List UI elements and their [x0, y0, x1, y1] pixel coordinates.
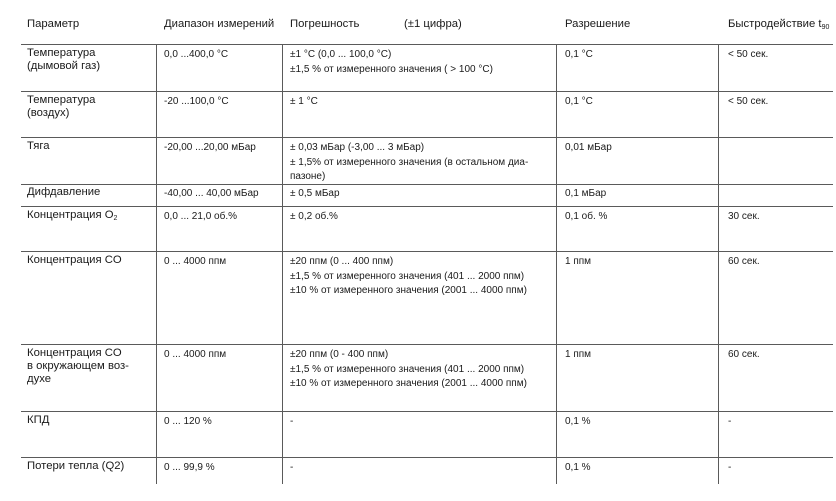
row-heatloss-resolution: 0,1 % — [565, 462, 591, 473]
row-co-ambient-param: Концентрация CO в окружающем воз- духе — [27, 347, 129, 385]
row-temp-flue-accuracy: ±1 °C (0,0 ... 100,0 °C) ±1,5 % от измеренного значения ( > 100 °C) — [290, 49, 493, 75]
row-co-response: 60 сек. — [728, 256, 760, 267]
column-divider — [718, 44, 719, 484]
row-co-ambient-resolution: 1 ппм — [565, 349, 592, 360]
row-efficiency-param: КПД — [27, 414, 50, 426]
row-heatloss-range: 0 ... 99,9 % — [164, 462, 215, 473]
header-resolution: Разрешение — [565, 18, 631, 30]
column-divider — [156, 44, 157, 484]
row-o2-param: Концентрация $O_2$ — [27, 209, 118, 222]
row-temp-flue-range: 0,0 ...400,0 °C — [164, 49, 229, 60]
column-divider — [282, 44, 283, 484]
row-draft-resolution: 0,01 мБар — [565, 142, 612, 153]
header-response-time: Быстродействие $t_{90}$ — [728, 18, 830, 31]
row-divider — [21, 44, 833, 45]
row-o2-resolution: 0,1 об. % — [565, 211, 608, 222]
row-divider — [21, 411, 833, 412]
row-efficiency-accuracy: - — [290, 416, 294, 427]
row-temp-air-range: -20 ...100,0 °C — [164, 96, 229, 107]
row-diffpressure-resolution: 0,1 мБар — [565, 188, 607, 199]
row-diffpressure-accuracy: ± 0,5 мБар — [290, 188, 340, 199]
row-temp-air-resolution: 0,1 °C — [565, 96, 593, 107]
row-divider — [21, 251, 833, 252]
row-temp-air-param: Температура (воздух) — [27, 94, 96, 119]
row-co-ambient-accuracy: ±20 ппм (0 - 400 ппм) ±1,5 % от измеренного значения (401 ... 2000 ппм) ±10 % от измеренного значения (2001 ... 4000 ппм) — [290, 349, 527, 390]
column-divider — [556, 44, 557, 484]
row-divider — [21, 91, 833, 92]
row-co-accuracy: ±20 ппм (0 ... 400 ппм) ±1,5 % от измеренного значения (401 ... 2000 ппм) ±10 % от измеренного значения (2001 ... 4000 ппм) — [290, 256, 527, 297]
header-range: Диапазон измерений — [164, 18, 275, 30]
row-co-ambient-response: 60 сек. — [728, 349, 760, 360]
row-diffpressure-range: -40,00 ... 40,00 мБар — [164, 188, 259, 199]
row-draft-range: -20,00 ...20,00 мБар — [164, 142, 256, 153]
row-draft-accuracy: ± 0,03 мБар (-3,00 ... 3 мБар) ± 1,5% от измеренного значения (в остальном диа- пазоне) — [290, 142, 529, 183]
row-co-range: 0 ... 4000 ппм — [164, 256, 227, 267]
row-heatloss-param: Потери тепла (Q2) — [27, 460, 125, 472]
row-o2-response: 30 сек. — [728, 211, 760, 222]
row-temp-air-response: < 50 сек. — [728, 96, 769, 107]
row-co-param: Концентрация CO — [27, 254, 122, 266]
header-accuracy: Погрешность — [290, 18, 360, 30]
header-parameter: Параметр — [27, 18, 80, 30]
row-draft-param: Тяга — [27, 140, 50, 152]
o2-subscript: 2 — [113, 215, 118, 222]
row-temp-flue-param: Температура (дымовой газ) — [27, 47, 101, 72]
header-response-time-sub: 90 — [821, 24, 830, 31]
row-divider — [21, 206, 833, 207]
row-heatloss-accuracy: - — [290, 462, 294, 473]
row-efficiency-range: 0 ... 120 % — [164, 416, 212, 427]
row-efficiency-resolution: 0,1 % — [565, 416, 591, 427]
row-temp-flue-resolution: 0,1 °C — [565, 49, 593, 60]
row-divider — [21, 344, 833, 345]
row-divider — [21, 457, 833, 458]
row-heatloss-response: - — [728, 462, 732, 473]
row-efficiency-response: - — [728, 416, 732, 427]
row-divider — [21, 137, 833, 138]
row-co-resolution: 1 ппм — [565, 256, 592, 267]
row-o2-accuracy: ± 0,2 об.% — [290, 211, 338, 222]
row-o2-range: 0,0 ... 21,0 об.% — [164, 211, 237, 222]
row-co-ambient-range: 0 ... 4000 ппм — [164, 349, 227, 360]
row-diffpressure-param: Дифдавление — [27, 186, 101, 198]
row-temp-air-accuracy: ± 1 °C — [290, 96, 318, 107]
row-temp-flue-response: < 50 сек. — [728, 49, 769, 60]
header-accuracy-note: (±1 цифра) — [404, 18, 462, 30]
